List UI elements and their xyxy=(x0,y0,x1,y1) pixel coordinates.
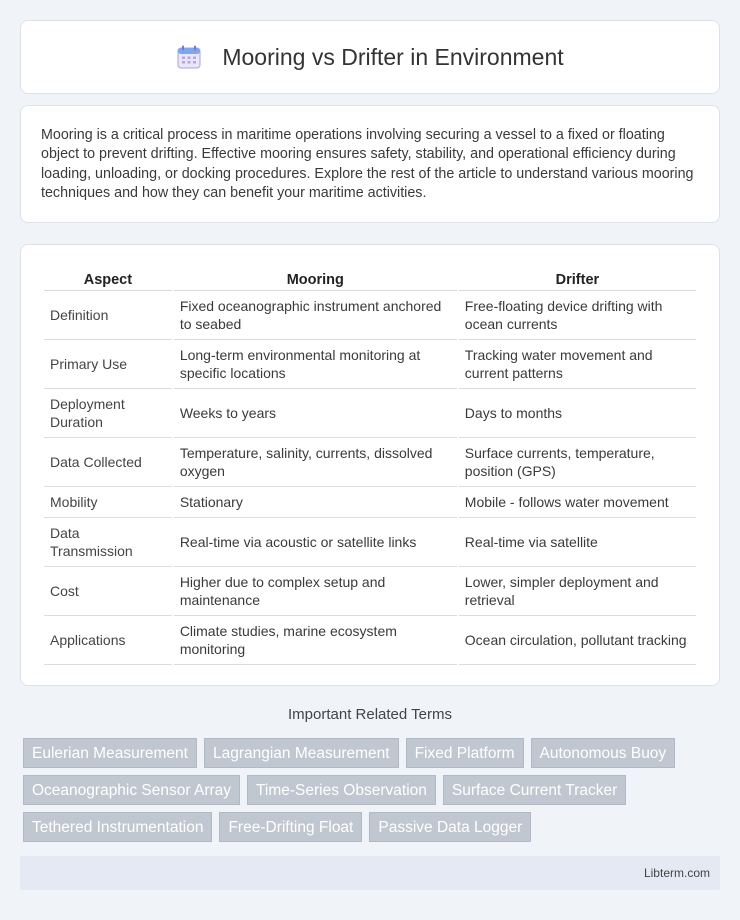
related-term-tag[interactable]: Free-Drifting Float xyxy=(219,812,362,842)
row-mooring: Long-term environmental monitoring at specific locations xyxy=(174,340,457,389)
row-drifter: Real-time via satellite xyxy=(459,518,696,567)
comparison-table xyxy=(42,265,698,665)
related-term-tag[interactable]: Autonomous Buoy xyxy=(531,738,676,768)
table-row xyxy=(44,567,696,616)
related-terms-title: Important Related Terms xyxy=(288,706,452,723)
related-term-tag[interactable]: Lagrangian Measurement xyxy=(204,738,399,768)
table-row xyxy=(44,389,696,438)
intro-card xyxy=(20,105,720,223)
row-drifter: Surface currents, temperature, position (GPS) xyxy=(459,438,696,487)
row-aspect: Mobility xyxy=(44,487,172,518)
row-mooring: Temperature, salinity, currents, dissolved oxygen xyxy=(174,438,457,487)
table-row xyxy=(44,438,696,487)
table-row xyxy=(44,616,696,665)
footer xyxy=(20,856,720,890)
header-drifter: Drifter xyxy=(459,265,696,291)
row-drifter: Tracking water movement and current patterns xyxy=(459,340,696,389)
header-mooring: Mooring xyxy=(174,265,457,291)
table-header-row xyxy=(44,265,696,291)
row-mooring: Higher due to complex setup and maintenance xyxy=(174,567,457,616)
row-drifter: Mobile - follows water movement xyxy=(459,487,696,518)
title-wrap xyxy=(176,44,563,71)
footer-site-link[interactable]: Libterm.com xyxy=(643,866,710,880)
related-terms-list xyxy=(23,738,723,842)
row-mooring: Fixed oceanographic instrument anchored to seabed xyxy=(174,291,457,340)
related-term-tag[interactable]: Eulerian Measurement xyxy=(23,738,197,768)
header-card xyxy=(20,20,720,94)
row-mooring: Climate studies, marine ecosystem monitoring xyxy=(174,616,457,665)
related-term-tag[interactable]: Surface Current Tracker xyxy=(443,775,626,805)
row-mooring: Weeks to years xyxy=(174,389,457,438)
related-term-tag[interactable]: Time-Series Observation xyxy=(247,775,436,805)
row-drifter: Lower, simpler deployment and retrieval xyxy=(459,567,696,616)
row-mooring: Stationary xyxy=(174,487,457,518)
related-term-tag[interactable]: Oceanographic Sensor Array xyxy=(23,775,240,805)
row-mooring: Real-time via acoustic or satellite links xyxy=(174,518,457,567)
related-term-tag[interactable]: Fixed Platform xyxy=(406,738,524,768)
page-title: Mooring vs Drifter in Environment xyxy=(222,43,564,70)
row-drifter: Free-floating device drifting with ocean currents xyxy=(459,291,696,340)
intro-paragraph: Mooring is a critical process in maritime operations involving securing a vessel to a fixed or floating object to prevent drifting. Effective mooring ensures safety, stability, and operational efficiency during loading, unloading, or docking procedures. Explore the rest of the article to understand various mooring techniques and how they can benefit your maritime activities. xyxy=(41,127,694,202)
table-row xyxy=(44,340,696,389)
row-aspect: Primary Use xyxy=(44,340,172,389)
table-row xyxy=(44,291,696,340)
row-aspect: Applications xyxy=(44,616,172,665)
row-aspect: Data Transmission xyxy=(44,518,172,567)
calendar-icon xyxy=(176,44,202,70)
header-aspect: Aspect xyxy=(44,265,172,291)
row-drifter: Ocean circulation, pollutant tracking xyxy=(459,616,696,665)
row-drifter: Days to months xyxy=(459,389,696,438)
table-row xyxy=(44,518,696,567)
row-aspect: Data Collected xyxy=(44,438,172,487)
comparison-table-card xyxy=(20,244,720,686)
table-row xyxy=(44,487,696,518)
related-term-tag[interactable]: Passive Data Logger xyxy=(369,812,531,842)
row-aspect: Deployment Duration xyxy=(44,389,172,438)
row-aspect: Definition xyxy=(44,291,172,340)
related-term-tag[interactable]: Tethered Instrumentation xyxy=(23,812,212,842)
row-aspect: Cost xyxy=(44,567,172,616)
